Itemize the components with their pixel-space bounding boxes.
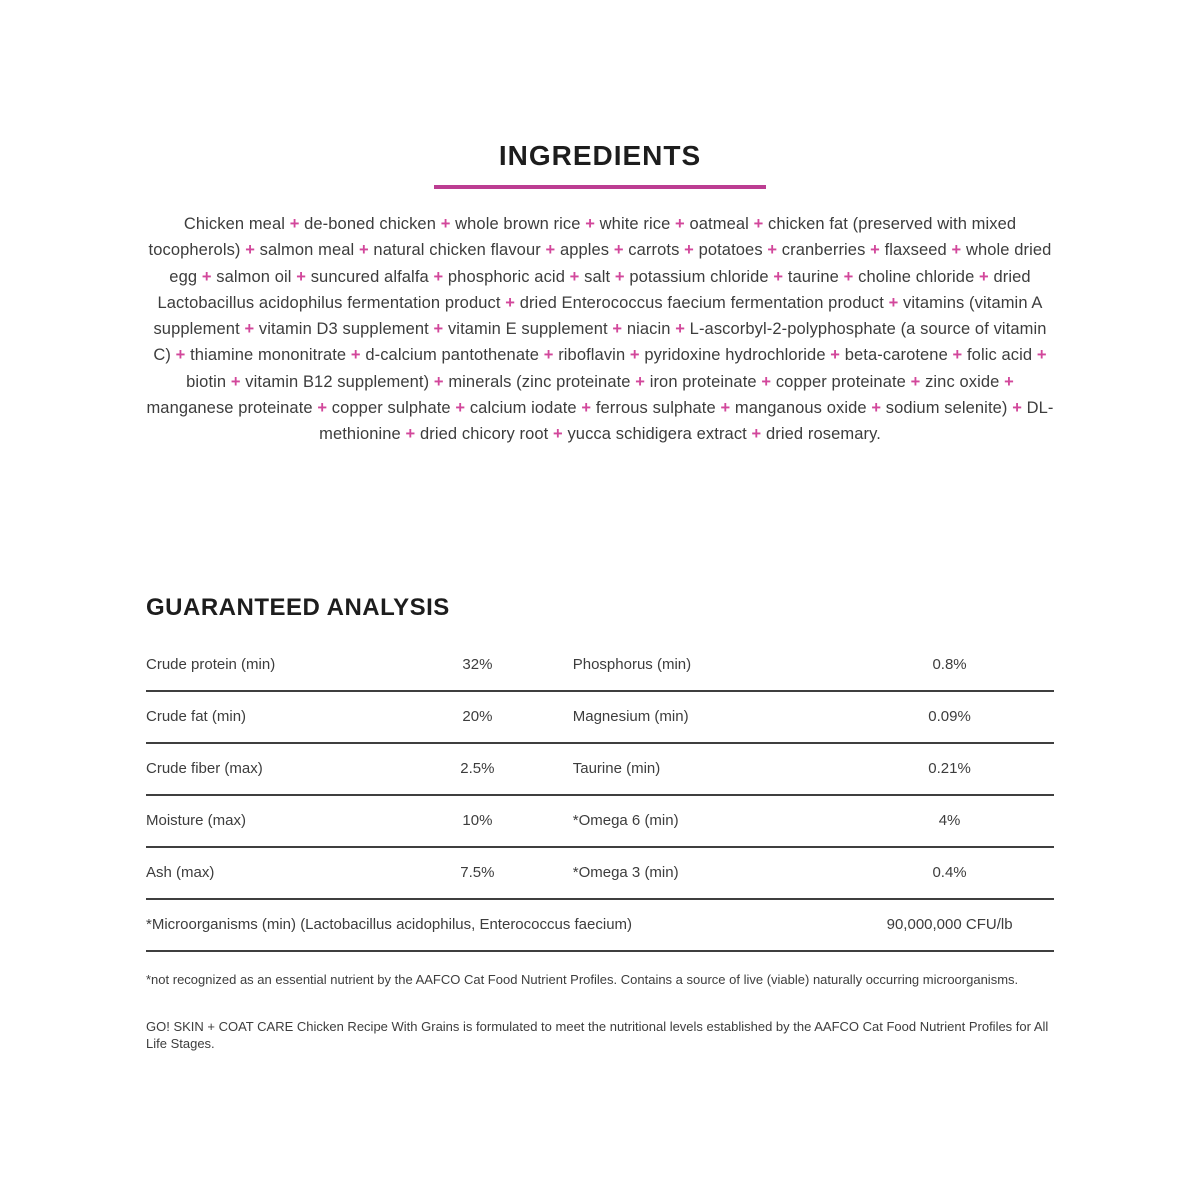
plus-separator: + <box>553 425 563 444</box>
plus-separator: + <box>433 372 444 391</box>
plus-separator: + <box>440 215 451 233</box>
plus-separator: + <box>952 346 963 365</box>
nutrient-value: 2.5% <box>460 760 495 778</box>
plus-separator: + <box>289 215 300 233</box>
plus-separator: + <box>684 241 694 260</box>
ingredients-heading: INGREDIENTS <box>498 140 702 171</box>
plus-separator: + <box>830 346 841 365</box>
nutrient-value: 0.09% <box>928 708 971 726</box>
nutrient-label: Phosphorus (min) <box>572 656 692 674</box>
nutrient-label: Taurine (min) <box>572 760 661 778</box>
plus-separator: + <box>761 372 772 391</box>
nutrient-value: 0.21% <box>928 760 971 778</box>
plus-separator: + <box>543 346 554 365</box>
plus-separator: + <box>767 241 778 260</box>
nutrient-value: 7.5% <box>460 864 495 882</box>
plus-separator: + <box>979 267 989 286</box>
nutrient-value: 32% <box>462 656 493 674</box>
plus-separator: + <box>720 399 731 418</box>
plus-separator: + <box>1036 346 1047 365</box>
plus-separator: + <box>244 320 255 339</box>
footnote-aafco-statement: GO! SKIN + COAT CARE Chicken Recipe With Grains is formulated to meet the nutritional levels established by the AAFCO Cat Food Nutrient Profiles for All Life Stages. <box>146 1018 1049 1051</box>
plus-separator: + <box>675 215 685 233</box>
nutrient-label: Ash (max) <box>146 864 215 882</box>
nutrient-value: 20% <box>462 708 493 726</box>
plus-separator: + <box>773 267 784 286</box>
guaranteed-analysis-heading: GUARANTEED ANALYSIS <box>146 593 450 621</box>
plus-separator: + <box>545 241 556 260</box>
plus-separator: + <box>455 399 466 418</box>
plus-separator: + <box>888 293 899 312</box>
plus-separator: + <box>433 320 444 339</box>
nutrient-value: 90,000,000 CFU/lb <box>886 916 1013 934</box>
plus-separator: + <box>296 267 306 286</box>
plus-separator: + <box>871 399 882 418</box>
plus-separator: + <box>1004 372 1014 391</box>
nutrient-value: 4% <box>938 812 961 830</box>
plus-separator: + <box>870 241 880 260</box>
analysis-row <box>146 692 1054 744</box>
plus-separator: + <box>433 267 444 286</box>
nutrient-label: Crude fat (min) <box>146 708 247 726</box>
plus-separator: + <box>405 425 416 444</box>
analysis-row <box>146 796 1054 848</box>
plus-separator: + <box>614 267 625 286</box>
footnote-microorganisms: *not recognized as an essential nutrient by the AAFCO Cat Food Nutrient Profiles. Contains a source of live (viable) naturally occurring microorganisms. <box>146 971 1019 987</box>
nutrient-label: Crude fiber (max) <box>146 760 263 778</box>
ingredients-paragraph: Chicken meal + de-boned chicken + whole brown rice + white rice + oatmeal + chicken fat (preserved with mixed tocopherols) + salmon meal + natural chicken flavour + apples + carrots + potatoes + cranberries + flaxseed + whole dried egg + salmon oil + suncured alfalfa + phosphoric acid + salt + potassium chloride + taurine + choline chloride + dried Lactobacillus acidophilus fermentation product + dried Enterococcus faecium fermentation product + vitamins (vitamin A supplement + vitamin D3 supplement + vitamin E supplement + niacin + L-ascorbyl-2-polyphosphate (a source of vitamin C) + thiamine mononitrate + d-calcium pantothenate + riboflavin + pyridoxine hydrochloride + beta-carotene + folic acid + biotin + vitamin B12 supplement) + minerals (zinc proteinate + iron proteinate + copper proteinate + zinc oxide + manganese proteinate + copper sulphate + calcium iodate + ferrous sulphate + manganous oxide + sodium selenite) + DL-methionine + dried chicory root + yucca schidigera extract + dried rosemary. <box>146 215 1054 444</box>
plus-separator: + <box>635 372 645 391</box>
product-nutrition-page <box>146 0 1054 1052</box>
plus-separator: + <box>317 399 328 418</box>
plus-separator: + <box>751 425 762 444</box>
plus-separator: + <box>505 293 515 312</box>
plus-separator: + <box>910 372 921 391</box>
nutrient-value: 0.8% <box>932 656 967 674</box>
nutrient-value: 10% <box>462 812 493 830</box>
analysis-row <box>146 848 1054 900</box>
plus-separator: + <box>612 320 623 339</box>
nutrient-label: *Omega 6 (min) <box>572 812 679 830</box>
plus-separator: + <box>675 320 685 339</box>
plus-separator: + <box>1012 399 1022 418</box>
plus-separator: + <box>581 399 592 418</box>
nutrient-label: Moisture (max) <box>146 812 247 830</box>
plus-separator: + <box>175 346 186 365</box>
plus-separator: + <box>230 372 241 391</box>
nutrient-label: *Microorganisms (min) (Lactobacillus acidophilus, Enterococcus faecium) <box>146 916 633 934</box>
guaranteed-analysis-section <box>146 593 1054 952</box>
analysis-row <box>146 640 1054 692</box>
ingredients-section <box>146 142 1054 448</box>
plus-separator: + <box>569 267 580 286</box>
plus-separator: + <box>245 241 255 260</box>
nutrient-value: 0.4% <box>932 864 967 882</box>
nutrient-label: Crude protein (min) <box>146 656 276 674</box>
nutrient-label: *Omega 3 (min) <box>572 864 679 882</box>
guaranteed-analysis-table <box>146 640 1054 952</box>
plus-separator: + <box>201 267 212 286</box>
plus-separator: + <box>843 267 854 286</box>
plus-separator: + <box>951 241 962 260</box>
nutrient-label: Magnesium (min) <box>572 708 689 726</box>
analysis-footer-row <box>146 900 1054 952</box>
plus-separator: + <box>753 215 764 233</box>
plus-separator: + <box>629 346 640 365</box>
plus-separator: + <box>585 215 595 233</box>
heading-underline <box>434 185 766 189</box>
plus-separator: + <box>613 241 624 260</box>
analysis-row <box>146 744 1054 796</box>
plus-separator: + <box>350 346 361 365</box>
plus-separator: + <box>358 241 369 260</box>
